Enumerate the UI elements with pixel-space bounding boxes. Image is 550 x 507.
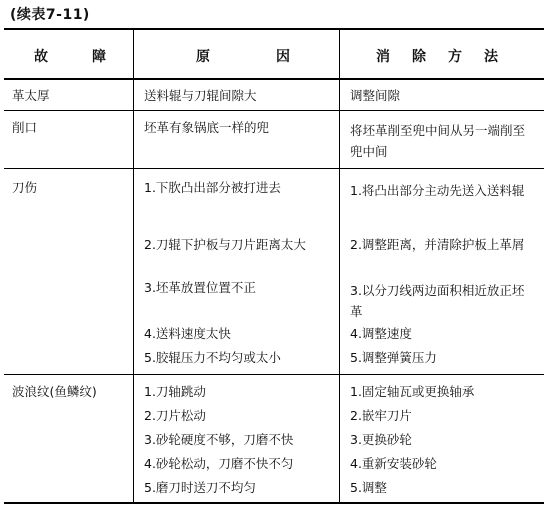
row-divider: [4, 110, 544, 111]
cause-item: 3.砂轮硬度不够，刀磨不快: [144, 432, 294, 447]
cause-cell: 坯革有象锅底一样的兜: [144, 120, 270, 135]
remedy-cell: 将坯革削至兜中间从另一端削至兜中间: [350, 123, 526, 159]
header-remedy: 消 除 方 法: [376, 49, 498, 65]
cause-item: 4.送料速度太快: [144, 326, 231, 341]
remedy-item: 5.调整: [350, 480, 387, 495]
cause-item: 5.胶辊压力不均匀或太小: [144, 350, 281, 365]
fault-cell: 削口: [12, 120, 38, 135]
cause-item: 3.坯革放置位置不正: [144, 280, 256, 295]
header-fault: 故 障: [34, 49, 106, 65]
cause-item: 5.磨刀时送刀不均匀: [144, 480, 256, 495]
table-caption: (续表7-11): [10, 7, 90, 23]
cause-item: 1.下肷凸出部分被打进去: [144, 180, 281, 195]
cause-item: 4.砂轮松动，刀磨不快不匀: [144, 456, 294, 471]
cause-item: 2.刀片松动: [144, 408, 206, 423]
cause-item: 1.刀轴跳动: [144, 384, 206, 399]
fault-cell: 刀伤: [12, 180, 38, 195]
header-divider: [4, 78, 544, 80]
fault-table: [4, 28, 544, 504]
remedy-item: 3.以分刀线两边面积相近放正坯革: [350, 283, 525, 319]
remedy-cell: 调整间隙: [350, 88, 401, 103]
remedy-item: 4.调整速度: [350, 326, 412, 341]
column-divider: [339, 30, 340, 502]
cause-item: 2.刀辊下护板与刀片距离太大: [144, 237, 306, 252]
remedy-item: 2.嵌牢刀片: [350, 408, 412, 423]
remedy-item: 5.调整弹簧压力: [350, 350, 437, 365]
remedy-item: 1.将凸出部分主动先送入送料辊: [350, 183, 525, 198]
cause-cell: 送料辊与刀辊间隙大: [144, 88, 257, 103]
remedy-item: 1.固定轴瓦或更换轴承: [350, 384, 475, 399]
row-divider: [4, 374, 544, 375]
header-cause: 原 因: [196, 49, 290, 65]
remedy-item: 4.重新安装砂轮: [350, 456, 437, 471]
fault-cell: 波浪纹(鱼鳞纹): [12, 384, 97, 399]
fault-cell: 革太厚: [12, 88, 50, 103]
remedy-item: 2.调整距离，并清除护板上革屑: [350, 237, 525, 252]
row-divider: [4, 168, 544, 169]
column-divider: [133, 30, 134, 502]
remedy-item: 3.更换砂轮: [350, 432, 412, 447]
